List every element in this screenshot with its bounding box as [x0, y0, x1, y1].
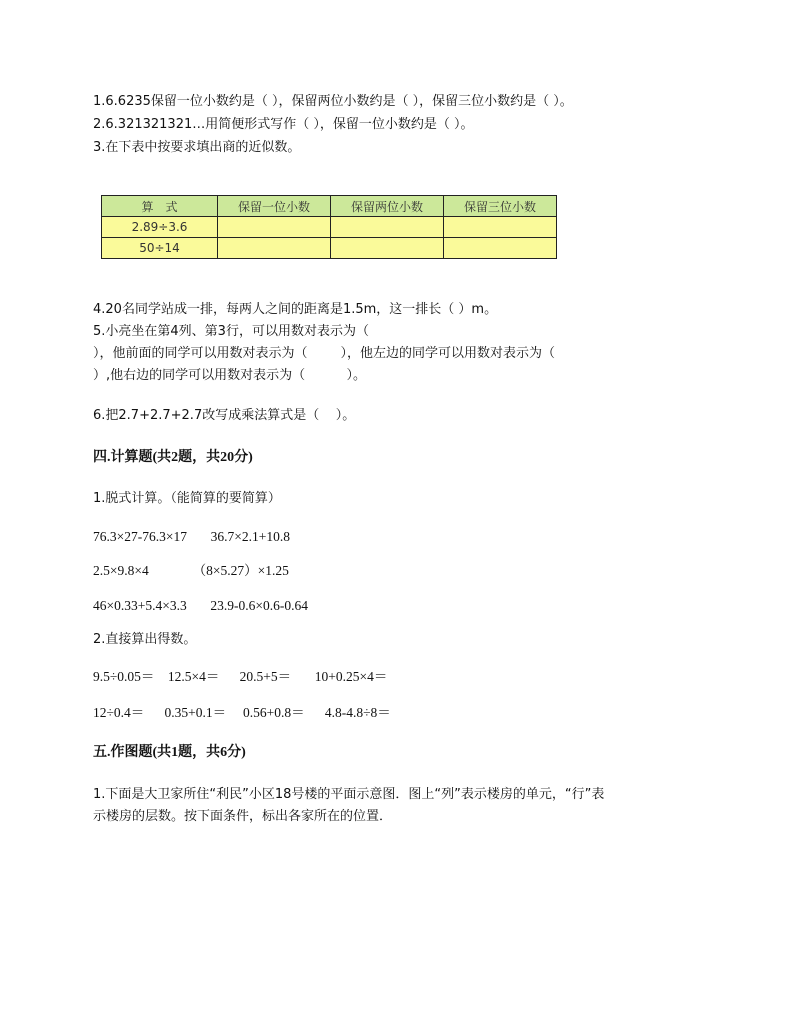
table-header-row: [102, 196, 557, 217]
table-header-cell: 算 式: [102, 196, 218, 217]
quotient-table: [101, 195, 557, 259]
question-3: 3.在下表中按要求填出商的近似数。: [93, 140, 301, 155]
question-6: 6.把2.7+2.7+2.7改写成乘法算式是（ ）。: [93, 408, 356, 423]
table-cell-answer[interactable]: [218, 238, 331, 259]
question-4: 4.20名同学站成一排，每两人之间的距离是1.5m，这一排长（ ）m。: [93, 302, 498, 317]
table-row: [102, 238, 557, 259]
calc-question-2: 2.直接算出得数。: [93, 632, 197, 647]
calc-row-2: 2.5×9.8×4 （8×5.27）×1.25: [93, 563, 289, 578]
question-5-line-2: ），他前面的同学可以用数对表示为（ ），他左边的同学可以用数对表示为（: [93, 346, 556, 361]
calc-question-1: 1.脱式计算。（能简算的要简算）: [93, 491, 281, 506]
section-4-heading: 四.计算题(共2题，共20分): [93, 450, 253, 465]
table-cell-answer[interactable]: [218, 217, 331, 238]
table-cell-answer[interactable]: [444, 217, 557, 238]
table-cell-answer[interactable]: [331, 238, 444, 259]
table-cell-answer[interactable]: [331, 217, 444, 238]
question-5-line-1: 5.小亮坐在第4列、第3行，可以用数对表示为（: [93, 324, 369, 339]
calc-row-3: 46×0.33+5.4×3.3 23.9-0.6×0.6-0.64: [93, 598, 308, 613]
calc-row-1: 76.3×27-76.3×17 36.7×2.1+10.8: [93, 529, 290, 544]
table-header-cell: 保留一位小数: [218, 196, 331, 217]
table-header-cell: 保留两位小数: [331, 196, 444, 217]
table-cell-answer[interactable]: [444, 238, 557, 259]
table-header-cell: 保留三位小数: [444, 196, 557, 217]
table-row: [102, 217, 557, 238]
drawing-question-line-1: 1.下面是大卫家所住“利民”小区18号楼的平面示意图．图上“列”表示楼房的单元，“行”表: [93, 787, 605, 802]
direct-calc-row-2: 12÷0.4＝ 0.35+0.1＝ 0.56+0.8＝ 4.8-4.8÷8＝: [93, 705, 391, 720]
table-cell-expression: 50÷14: [102, 238, 218, 259]
question-5-line-3: ）,他右边的同学可以用数对表示为（ ）。: [93, 368, 366, 383]
table-cell-expression: 2.89÷3.6: [102, 217, 218, 238]
drawing-question-line-2: 示楼房的层数。按下面条件，标出各家所在的位置．: [93, 809, 393, 824]
section-5-heading: 五.作图题(共1题，共6分): [93, 745, 246, 760]
direct-calc-row-1: 9.5÷0.05＝ 12.5×4＝ 20.5+5＝ 10+0.25×4＝: [93, 669, 388, 684]
question-1: 1.6.6235保留一位小数约是（ ），保留两位小数约是（ ），保留三位小数约是（ ）。: [93, 94, 573, 109]
question-2: 2.6.321321321…用简便形式写作（ ），保留一位小数约是（ ）。: [93, 117, 474, 132]
